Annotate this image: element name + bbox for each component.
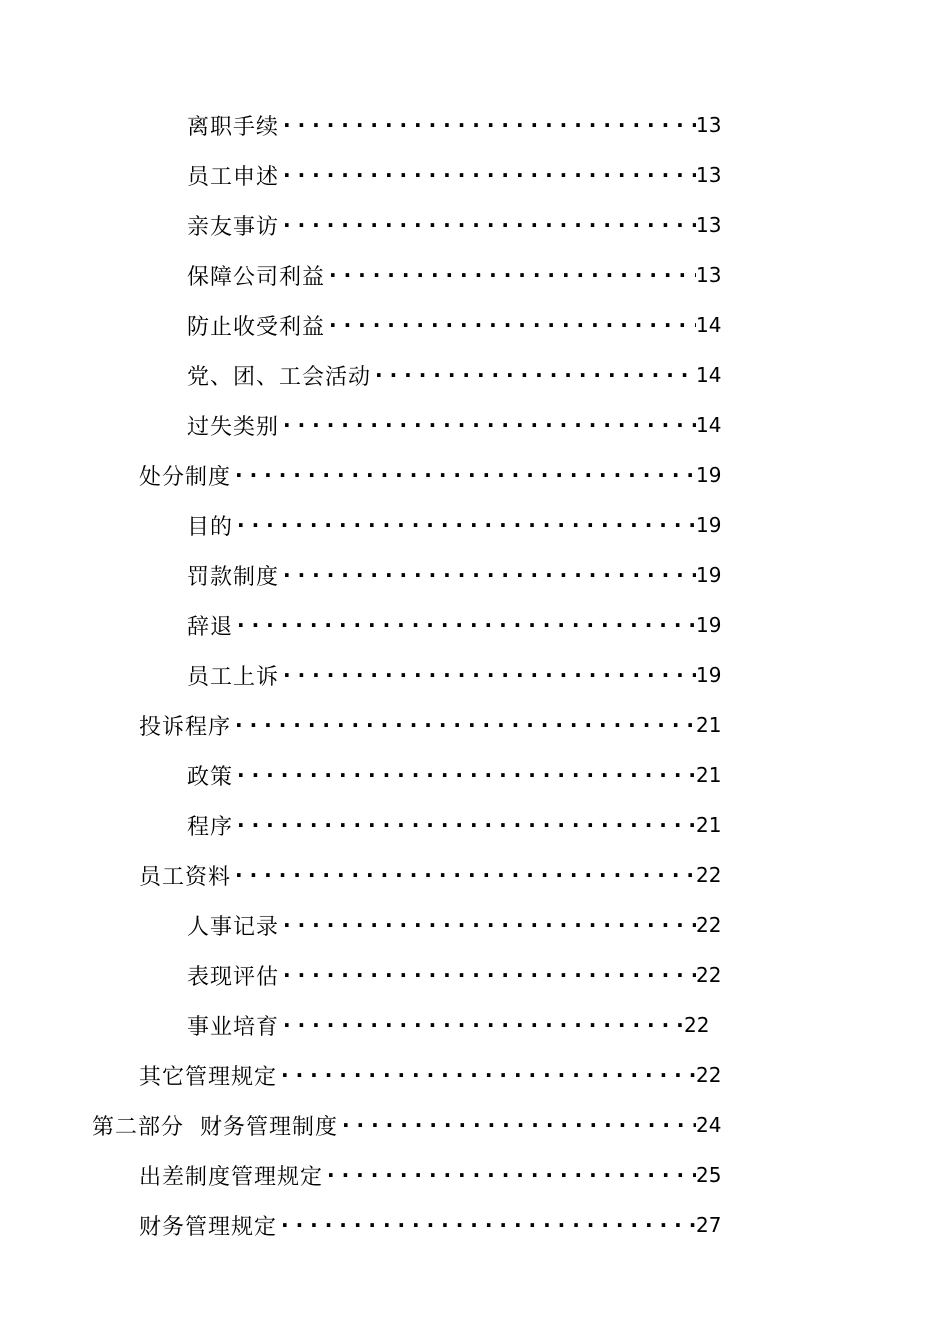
toc-entry-title: 财务管理规定 [139,1214,278,1240]
toc-entry-title: 员工申述 [187,164,280,190]
dot-leader [279,660,696,690]
toc-entry[interactable] [92,1100,720,1150]
toc-entry-title: 员工资料 [139,864,232,890]
toc-entry-title: 辞退 [187,614,234,640]
toc-entry-page: 14 [696,363,722,387]
toc-entry[interactable] [187,200,720,250]
dot-leader [338,1110,696,1140]
toc-entry-page: 19 [696,563,722,587]
toc-entry-title: 事业培育 [187,1014,280,1040]
toc-entry[interactable] [187,550,720,600]
toc-entry[interactable] [139,1150,720,1200]
toc-entry-title: 防止收受利益 [187,314,326,340]
dot-leader [325,260,696,290]
toc-entry-page: 21 [696,813,722,837]
toc-entry-title: 过失类别 [187,414,280,440]
toc-entry-page: 22 [696,1063,722,1087]
toc-entry-page: 21 [696,763,722,787]
toc-entry[interactable] [187,1000,708,1050]
toc-entry[interactable] [187,950,720,1000]
toc-entry-title: 罚款制度 [187,564,280,590]
toc-entry[interactable] [187,100,720,150]
toc-entry-page: 22 [696,863,722,887]
toc-entry-page: 27 [696,1213,722,1237]
toc-entry-title: 亲友事访 [187,214,280,240]
toc-entry-page: 14 [696,413,722,437]
toc-entry[interactable] [139,1050,720,1100]
dot-leader [279,410,696,440]
toc-entry-title: 离职手续 [187,114,280,140]
toc-entry-page: 22 [684,1013,710,1037]
dot-leader [231,860,696,890]
toc-entry-title: 党、团、工会活动 [187,364,372,390]
toc-entry[interactable] [187,300,720,350]
dot-leader [231,710,696,740]
toc-entry-title: 投诉程序 [139,714,232,740]
toc-entry[interactable] [139,1200,720,1250]
toc-entry[interactable] [139,850,720,900]
toc-entry[interactable] [187,350,720,400]
toc-entry-title: 保障公司利益 [187,264,326,290]
toc-entry[interactable] [187,750,720,800]
dot-leader [323,1160,696,1190]
dot-leader [233,510,696,540]
toc-entry-title: 处分制度 [139,464,232,490]
toc-entry-page: 14 [696,313,722,337]
dot-leader [325,310,696,340]
dot-leader [279,960,696,990]
toc-entry-page: 22 [696,913,722,937]
dot-leader [233,610,696,640]
toc-entry-title: 第二部分 财务管理制度 [92,1114,338,1140]
dot-leader [277,1060,696,1090]
toc-entry-page: 21 [696,713,722,737]
dot-leader [279,160,696,190]
toc-entry[interactable] [187,400,720,450]
dot-leader [279,560,696,590]
toc-entry[interactable] [187,150,720,200]
toc-entry[interactable] [187,900,720,950]
toc-entry[interactable] [139,700,720,750]
toc-entry-page: 19 [696,463,722,487]
toc-entry[interactable] [187,600,720,650]
toc-entry-title: 政策 [187,764,234,790]
dot-leader [279,910,696,940]
dot-leader [277,1210,696,1240]
dot-leader [279,1010,684,1040]
toc-entry-page: 13 [696,163,722,187]
toc-entry-title: 表现评估 [187,964,280,990]
dot-leader [233,760,696,790]
toc-entry-title: 程序 [187,814,234,840]
toc-entry[interactable] [187,650,720,700]
dot-leader [279,210,696,240]
toc-entry-title: 人事记录 [187,914,280,940]
toc-entry-page: 25 [696,1163,722,1187]
dot-leader [279,110,696,140]
toc-entry-page: 13 [696,113,722,137]
toc-entry-page: 22 [696,963,722,987]
toc-entry-page: 19 [696,513,722,537]
toc-entry-title: 其它管理规定 [139,1064,278,1090]
toc-entry[interactable] [187,500,720,550]
toc-entry[interactable] [187,250,720,300]
dot-leader [231,460,696,490]
toc-entry-page: 24 [696,1113,722,1137]
dot-leader [233,810,696,840]
toc-entry[interactable] [187,800,720,850]
toc-entry-title: 员工上诉 [187,664,280,690]
toc-entry-page: 19 [696,663,722,687]
dot-leader [371,360,696,390]
toc-entry-page: 19 [696,613,722,637]
toc-entry-page: 13 [696,263,722,287]
toc-entry-title: 目的 [187,514,234,540]
toc-entry-title: 出差制度管理规定 [139,1164,324,1190]
toc-entry[interactable] [139,450,720,500]
toc-entry-page: 13 [696,213,722,237]
